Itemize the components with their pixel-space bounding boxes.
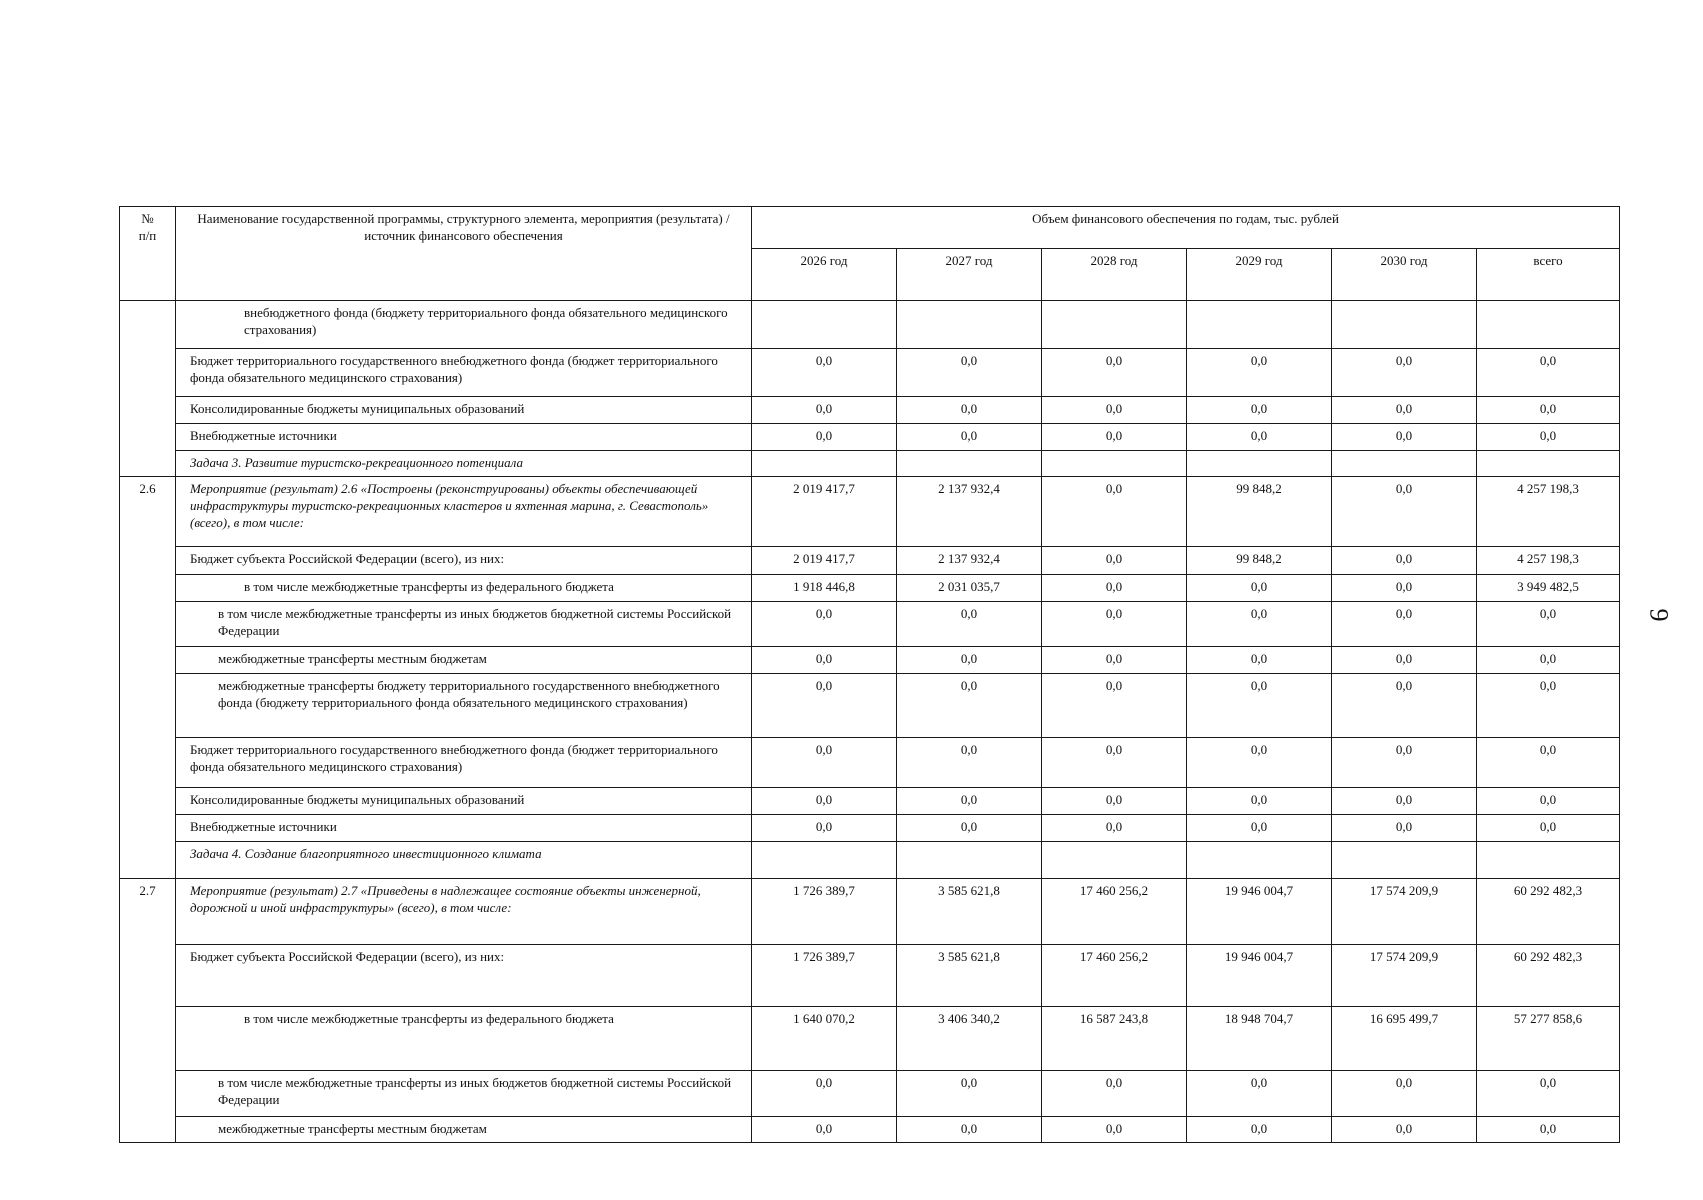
value-year xyxy=(1187,842,1332,879)
value-year: 1 726 389,7 xyxy=(752,879,897,945)
value-year xyxy=(1042,451,1187,477)
row-name: Внебюджетные источники xyxy=(176,815,752,842)
row-name: Внебюджетные источники xyxy=(176,424,752,451)
row-number xyxy=(120,1071,176,1117)
table-body xyxy=(120,301,1620,1143)
value-year: 0,0 xyxy=(1187,602,1332,647)
value-total: 0,0 xyxy=(1477,674,1620,738)
row-number xyxy=(120,738,176,788)
row-number xyxy=(120,945,176,1007)
value-year: 16 587 243,8 xyxy=(1042,1007,1187,1071)
page-number: 9 xyxy=(1644,608,1674,622)
value-year xyxy=(1042,842,1187,879)
value-year: 0,0 xyxy=(1332,349,1477,397)
value-year: 0,0 xyxy=(1187,397,1332,424)
value-year: 0,0 xyxy=(1332,397,1477,424)
table-row xyxy=(120,788,1620,815)
row-name: в том числе межбюджетные трансферты из федерального бюджета xyxy=(176,1007,752,1071)
value-year: 3 585 621,8 xyxy=(897,879,1042,945)
value-year: 0,0 xyxy=(1332,647,1477,674)
row-number xyxy=(120,674,176,738)
table-row xyxy=(120,1071,1620,1117)
row-number xyxy=(120,1117,176,1143)
value-year xyxy=(1332,301,1477,349)
row-name: Мероприятие (результат) 2.7 «Приведены в надлежащее состояние объекты инженерной, дорожной и иной инфраструктуры» (всего), в том числе: xyxy=(176,879,752,945)
value-year: 0,0 xyxy=(752,424,897,451)
value-year xyxy=(1042,301,1187,349)
value-year: 0,0 xyxy=(1042,602,1187,647)
value-year: 0,0 xyxy=(1332,815,1477,842)
value-year: 0,0 xyxy=(1187,1071,1332,1117)
value-year: 0,0 xyxy=(752,349,897,397)
value-year: 17 460 256,2 xyxy=(1042,879,1187,945)
value-year: 0,0 xyxy=(1332,1117,1477,1143)
row-name: в том числе межбюджетные трансферты из федерального бюджета xyxy=(176,575,752,602)
value-year: 0,0 xyxy=(1042,647,1187,674)
table-row xyxy=(120,647,1620,674)
value-year: 0,0 xyxy=(897,738,1042,788)
header-num: № п/п xyxy=(120,207,176,301)
value-year xyxy=(752,301,897,349)
row-number xyxy=(120,575,176,602)
value-year: 17 460 256,2 xyxy=(1042,945,1187,1007)
value-year xyxy=(1332,451,1477,477)
table-row xyxy=(120,738,1620,788)
value-year xyxy=(897,842,1042,879)
value-total: 60 292 482,3 xyxy=(1477,945,1620,1007)
value-year: 2 019 417,7 xyxy=(752,477,897,547)
value-year xyxy=(752,842,897,879)
value-year xyxy=(897,301,1042,349)
value-year: 3 585 621,8 xyxy=(897,945,1042,1007)
table-row xyxy=(120,602,1620,647)
value-year: 0,0 xyxy=(1332,477,1477,547)
table-row xyxy=(120,451,1620,477)
value-year: 0,0 xyxy=(752,1071,897,1117)
value-total: 57 277 858,6 xyxy=(1477,1007,1620,1071)
value-year: 0,0 xyxy=(1332,1071,1477,1117)
value-total: 0,0 xyxy=(1477,397,1620,424)
table-row xyxy=(120,301,1620,349)
value-year: 0,0 xyxy=(1187,788,1332,815)
table-row xyxy=(120,349,1620,397)
table-row xyxy=(120,477,1620,547)
value-total: 0,0 xyxy=(1477,1117,1620,1143)
header-year: 2030 год xyxy=(1332,249,1477,301)
value-year: 0,0 xyxy=(1187,674,1332,738)
value-year: 2 031 035,7 xyxy=(897,575,1042,602)
value-year: 0,0 xyxy=(1042,1071,1187,1117)
value-year xyxy=(1332,842,1477,879)
header-year: 2026 год xyxy=(752,249,897,301)
value-year: 0,0 xyxy=(1042,547,1187,575)
value-year: 0,0 xyxy=(1042,397,1187,424)
value-year: 0,0 xyxy=(897,788,1042,815)
value-year: 0,0 xyxy=(1332,738,1477,788)
table-row xyxy=(120,424,1620,451)
value-year xyxy=(897,451,1042,477)
row-name: Бюджет территориального государственного внебюджетного фонда (бюджет территориального фонда обязательного медицинского страхования) xyxy=(176,349,752,397)
value-year xyxy=(1187,451,1332,477)
value-year: 0,0 xyxy=(1187,349,1332,397)
row-number xyxy=(120,788,176,815)
value-year xyxy=(752,451,897,477)
row-number: 2.7 xyxy=(120,879,176,945)
row-number xyxy=(120,451,176,477)
value-year: 1 640 070,2 xyxy=(752,1007,897,1071)
row-name: Задача 3. Развитие туристско-рекреационного потенциала xyxy=(176,451,752,477)
table-row xyxy=(120,879,1620,945)
value-year: 0,0 xyxy=(1187,575,1332,602)
value-year: 1 726 389,7 xyxy=(752,945,897,1007)
row-name: межбюджетные трансферты бюджету территориального государственного внебюджетного фонда (бюджету территориального фонда обязательного медицинского страхования) xyxy=(176,674,752,738)
value-year: 0,0 xyxy=(752,602,897,647)
table-header xyxy=(120,207,1620,301)
value-total: 4 257 198,3 xyxy=(1477,547,1620,575)
value-year: 17 574 209,9 xyxy=(1332,879,1477,945)
row-number xyxy=(120,842,176,879)
value-total xyxy=(1477,301,1620,349)
value-year: 0,0 xyxy=(897,815,1042,842)
row-name: Консолидированные бюджеты муниципальных образований xyxy=(176,788,752,815)
value-year: 0,0 xyxy=(1187,424,1332,451)
value-year: 0,0 xyxy=(1042,349,1187,397)
header-total: всего xyxy=(1477,249,1620,301)
row-name: Бюджет субъекта Российской Федерации (всего), из них: xyxy=(176,547,752,575)
value-year: 99 848,2 xyxy=(1187,547,1332,575)
value-year: 0,0 xyxy=(1187,647,1332,674)
value-year: 18 948 704,7 xyxy=(1187,1007,1332,1071)
row-name: Бюджет территориального государственного внебюджетного фонда (бюджет территориального фонда обязательного медицинского страхования) xyxy=(176,738,752,788)
value-year: 0,0 xyxy=(1042,674,1187,738)
row-number xyxy=(120,815,176,842)
row-number xyxy=(120,424,176,451)
row-number xyxy=(120,602,176,647)
table-row xyxy=(120,1007,1620,1071)
value-year: 0,0 xyxy=(897,424,1042,451)
value-total xyxy=(1477,842,1620,879)
value-year: 17 574 209,9 xyxy=(1332,945,1477,1007)
header-volume: Объем финансового обеспечения по годам, тыс. рублей xyxy=(752,207,1620,249)
value-total: 0,0 xyxy=(1477,602,1620,647)
table-row xyxy=(120,397,1620,424)
value-total: 0,0 xyxy=(1477,1071,1620,1117)
value-year: 0,0 xyxy=(1042,424,1187,451)
value-total: 0,0 xyxy=(1477,788,1620,815)
value-year: 3 406 340,2 xyxy=(897,1007,1042,1071)
table-row xyxy=(120,945,1620,1007)
row-number xyxy=(120,301,176,349)
row-name: в том числе межбюджетные трансферты из иных бюджетов бюджетной системы Российской Федерации xyxy=(176,602,752,647)
value-year: 0,0 xyxy=(752,397,897,424)
value-year: 0,0 xyxy=(897,1117,1042,1143)
value-year: 0,0 xyxy=(1042,788,1187,815)
value-total: 0,0 xyxy=(1477,349,1620,397)
table-row xyxy=(120,842,1620,879)
header-year: 2028 год xyxy=(1042,249,1187,301)
value-total: 0,0 xyxy=(1477,647,1620,674)
value-year: 0,0 xyxy=(1332,424,1477,451)
value-total: 3 949 482,5 xyxy=(1477,575,1620,602)
table-row xyxy=(120,575,1620,602)
value-year: 99 848,2 xyxy=(1187,477,1332,547)
value-year: 0,0 xyxy=(752,815,897,842)
value-year: 0,0 xyxy=(1332,788,1477,815)
value-year: 0,0 xyxy=(752,738,897,788)
header-year: 2029 год xyxy=(1187,249,1332,301)
row-number xyxy=(120,547,176,575)
value-total: 4 257 198,3 xyxy=(1477,477,1620,547)
row-name: Мероприятие (результат) 2.6 «Построены (реконструированы) объекты обеспечивающей инфраструктуры туристско-рекреационных кластеров и яхтенная марина, г. Севастополь» (всего), в том числе: xyxy=(176,477,752,547)
value-year: 0,0 xyxy=(1042,738,1187,788)
row-number: 2.6 xyxy=(120,477,176,547)
value-year: 0,0 xyxy=(1332,575,1477,602)
header-year: 2027 год xyxy=(897,249,1042,301)
value-year: 2 137 932,4 xyxy=(897,547,1042,575)
value-year: 0,0 xyxy=(752,647,897,674)
row-number xyxy=(120,647,176,674)
row-name: межбюджетные трансферты местным бюджетам xyxy=(176,1117,752,1143)
row-name: Бюджет субъекта Российской Федерации (всего), из них: xyxy=(176,945,752,1007)
value-year: 0,0 xyxy=(897,647,1042,674)
value-year xyxy=(1187,301,1332,349)
table-row xyxy=(120,547,1620,575)
value-year: 0,0 xyxy=(752,674,897,738)
value-year: 0,0 xyxy=(897,1071,1042,1117)
value-year: 0,0 xyxy=(1042,477,1187,547)
value-year: 0,0 xyxy=(752,1117,897,1143)
value-year: 0,0 xyxy=(752,788,897,815)
header-name: Наименование государственной программы, структурного элемента, мероприятия (результата) / источник финансового обеспечения xyxy=(176,207,752,301)
row-number xyxy=(120,1007,176,1071)
table-row xyxy=(120,815,1620,842)
value-year: 0,0 xyxy=(1332,547,1477,575)
row-number xyxy=(120,349,176,397)
value-year: 1 918 446,8 xyxy=(752,575,897,602)
value-year: 16 695 499,7 xyxy=(1332,1007,1477,1071)
value-year: 19 946 004,7 xyxy=(1187,945,1332,1007)
row-name: внебюджетного фонда (бюджету территориального фонда обязательного медицинского страхования) xyxy=(176,301,752,349)
value-total: 0,0 xyxy=(1477,815,1620,842)
row-name: Задача 4. Создание благоприятного инвестиционного климата xyxy=(176,842,752,879)
value-year: 0,0 xyxy=(897,397,1042,424)
value-year: 2 019 417,7 xyxy=(752,547,897,575)
value-total xyxy=(1477,451,1620,477)
value-year: 0,0 xyxy=(1187,1117,1332,1143)
value-year: 19 946 004,7 xyxy=(1187,879,1332,945)
table-row xyxy=(120,674,1620,738)
value-year: 0,0 xyxy=(897,349,1042,397)
value-year: 0,0 xyxy=(897,674,1042,738)
value-year: 0,0 xyxy=(1187,815,1332,842)
value-year: 0,0 xyxy=(897,602,1042,647)
value-total: 0,0 xyxy=(1477,424,1620,451)
value-year: 0,0 xyxy=(1187,738,1332,788)
financing-table xyxy=(119,206,1620,1143)
value-total: 60 292 482,3 xyxy=(1477,879,1620,945)
value-year: 0,0 xyxy=(1042,815,1187,842)
value-year: 0,0 xyxy=(1042,575,1187,602)
row-name: в том числе межбюджетные трансферты из иных бюджетов бюджетной системы Российской Федерации xyxy=(176,1071,752,1117)
row-number xyxy=(120,397,176,424)
table-row xyxy=(120,1117,1620,1143)
row-name: межбюджетные трансферты местным бюджетам xyxy=(176,647,752,674)
row-name: Консолидированные бюджеты муниципальных образований xyxy=(176,397,752,424)
value-year: 2 137 932,4 xyxy=(897,477,1042,547)
value-year: 0,0 xyxy=(1042,1117,1187,1143)
value-year: 0,0 xyxy=(1332,602,1477,647)
value-total: 0,0 xyxy=(1477,738,1620,788)
value-year: 0,0 xyxy=(1332,674,1477,738)
